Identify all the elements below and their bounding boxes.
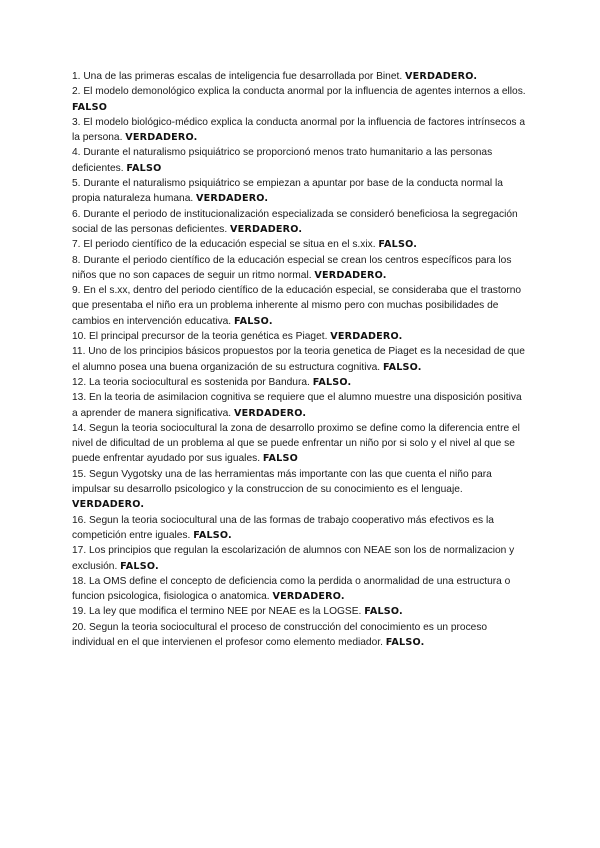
list-item [72,329,528,344]
list-item [72,283,528,329]
list-item [72,344,528,375]
question-text: 10. El principal precursor de la teoria genética es Piaget. [72,331,331,343]
question-list [72,69,528,650]
question-text: 18. La OMS define el concepto de deficiencia como la perdida o anormalidad de una estructura o funcion psicologica, fisiologica o anatomica. [72,575,511,603]
question-text: 17. Los principios que regulan la escolarización de alumnos con NEAE son los de normalizacion y exclusión. [72,545,515,572]
answer-label: FALSO. [120,560,159,572]
question-text: 9. En el s.xx, dentro del periodo científico de la educación especial, se consideraba que el trastorno que presentaba el niño era un problema inherente al mismo pero con muchas posibilidades de cambios en intervención educativa. [72,285,522,327]
question-text: 16. Segun la teoria sociocultural una de las formas de trabajo cooperativo más efectivos es la competición entre iguales. [72,514,494,541]
answer-label: FALSO. [312,376,352,388]
list-item [72,145,528,176]
question-text: 8. Durante el periodo científico de la educación especial se crean los centros específicos para los niños que no son capaces de seguir un ritmo normal. [72,254,512,281]
list-item [72,513,528,544]
list-item [72,84,528,115]
list-item [72,390,528,421]
question-text: 12. La teoria sociocultural es sostenida por Bandura. [72,376,313,388]
list-item [72,115,528,146]
answer-label: FALSO. [378,239,418,251]
list-item [72,620,528,651]
answer-label: VERDADERO. [230,223,303,235]
list-item [72,543,528,574]
list-item [72,176,528,207]
answer-label: FALSO. [382,361,422,373]
question-text: 5. Durante el naturalismo psiquiátrico se empiezan a apuntar por base de la conducta normal la propia naturaleza humana. [72,178,503,205]
answer-label: VERDADERO. [196,193,269,205]
question-text: 3. El modelo biológico-médico explica la conducta anormal por la influencia de factores intrínsecos a la persona. [72,116,526,144]
question-text: 1. Una de las primeras escalas de inteligencia fue desarrollada por Binet. [72,71,405,82]
list-item [72,421,528,467]
question-text: 2. El modelo demonológico explica la conducta anormal por la influencia de agentes internos a ellos. [72,86,526,98]
question-text: 6. Durante el periodo de institucionalización especializada se consideró beneficiosa la segregación social de las personas deficientes. [72,208,518,235]
answer-label: FALSO. [193,529,232,541]
question-text: 20. Segun la teoria sociocultural el proceso de construcción del conocimiento es un proceso individual en el que intervienen el profesor como elemento mediador. [72,621,488,648]
question-text: 4. Durante el naturalismo psiquiátrico se proporcionó menos trato humanitario a las personas deficientes. [72,147,493,174]
answer-label: FALSO [126,162,162,174]
list-item [72,604,528,619]
answer-label: VERDADERO. [330,331,403,343]
answer-label: FALSO [72,101,108,113]
list-item [72,253,528,284]
list-item [72,237,528,252]
answer-label: VERDADERO. [72,499,145,511]
answer-label: FALSO. [385,636,425,648]
list-item [72,207,528,238]
answer-label: VERDADERO. [314,269,387,281]
answer-label: FALSO. [364,606,403,618]
question-text: 13. En la teoria de asimilacion cognitiva se requiere que el alumno muestre una disposición positiva a aprender de manera significativa. [72,392,522,419]
answer-label: VERDADERO. [404,71,478,82]
question-text: 7. El periodo científico de la educación especial se situa en el s.xix. [72,239,379,251]
question-text: 15. Segun Vygotsky una de las herramientas más importante con las que cuenta el niño para impulsar su desarrollo psicologico y la construccion de su conocimiento es el lenguaje. [72,468,492,496]
answer-label: VERDADERO. [125,132,198,144]
answer-label: VERDADERO. [233,407,307,419]
question-text: 19. La ley que modifica el termino NEE por NEAE es la LOGSE. [72,606,365,618]
list-item [72,574,528,605]
answer-label: VERDADERO. [272,591,345,603]
list-item [72,69,528,84]
list-item [72,467,528,513]
answer-label: FALSO. [233,315,273,327]
question-text: 11. Uno de los principios básicos propuestos por la teoria genetica de Piaget es la necesidad de que el alumno posea una buena organización de su estructura cognitiva. [72,346,525,373]
question-text: 14. Segun la teoria sociocultural la zona de desarrollo proximo se define como la diferencia entre el nivel de dificultad de un problema al que se puede enfrentar un niño por si solo y el nivel al que se puede enfrentar ayudado por sus iguales. [72,422,520,465]
answer-label: FALSO [262,453,298,465]
list-item [72,375,528,390]
